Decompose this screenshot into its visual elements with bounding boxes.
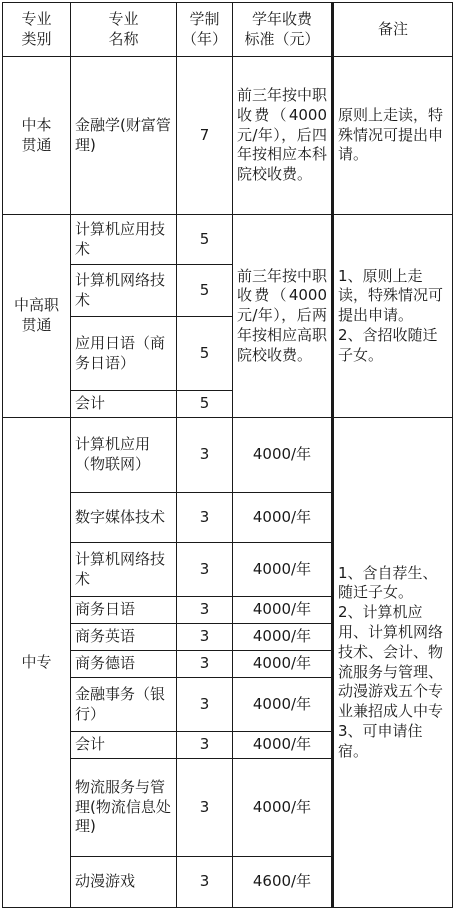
fee-cell: 4000/年 (233, 418, 333, 493)
fee-cell: 4000/年 (233, 543, 333, 597)
major-cell: 计算机应用技术 (71, 215, 177, 265)
fee-cell: 4000/年 (233, 732, 333, 759)
fee-cell: 4000/年 (233, 759, 333, 857)
years-cell: 3 (177, 732, 233, 759)
fee-cell: 前三年按中职收费（4000元/年），后四年按相应本科院校收费。 (233, 57, 333, 215)
years-cell: 3 (177, 651, 233, 678)
header-note-text: 备注 (377, 19, 408, 38)
header-fee-text: 学年收费 标准（元） (244, 9, 320, 48)
header-major-text: 专业 名称 (108, 9, 139, 48)
major-cell: 计算机网络技术 (71, 543, 177, 597)
major-cell: 应用日语（商务日语） (71, 317, 177, 391)
header-category-text: 专业 类别 (21, 9, 52, 48)
years-cell: 5 (177, 265, 233, 317)
years-cell: 5 (177, 215, 233, 265)
major-cell: 数字媒体技术 (71, 493, 177, 543)
header-row (3, 3, 453, 57)
fee-cell: 前三年按中职收费（4000元/年），后两年按相应高职院校收费。 (233, 215, 333, 418)
years-cell: 5 (177, 391, 233, 418)
note-cell: 原则上走读，特殊情况可提出申请。 (333, 57, 453, 215)
major-cell: 商务德语 (71, 651, 177, 678)
note-cell: 1、含自荐生、随迁子女。 2、计算机应用、计算机网络技术、会计、物流服务与管理、动漫游戏五个专业兼招成人中专 3、可申请住宿。 (333, 418, 453, 908)
major-cell: 金融事务（银行） (71, 678, 177, 732)
fee-cell: 4000/年 (233, 678, 333, 732)
major-cell: 物流服务与管理(物流信息处理) (71, 759, 177, 857)
table-row (3, 215, 453, 265)
header-fee (233, 3, 333, 57)
years-cell: 3 (177, 857, 233, 908)
fee-cell: 4000/年 (233, 493, 333, 543)
years-cell: 5 (177, 317, 233, 391)
fee-cell: 4600/年 (233, 857, 333, 908)
header-years-text: 学制 （年） (181, 9, 227, 48)
years-cell: 3 (177, 597, 233, 624)
fee-cell: 4000/年 (233, 651, 333, 678)
header-category (3, 3, 71, 57)
major-cell: 计算机应用（物联网） (71, 418, 177, 493)
header-note (333, 3, 453, 57)
category-text: 中高职 贯通 (13, 296, 59, 334)
enrollment-fee-table (2, 2, 453, 908)
table-row (3, 418, 453, 493)
table-row (3, 57, 453, 215)
years-cell: 3 (177, 543, 233, 597)
fee-cell: 4000/年 (233, 624, 333, 651)
major-cell: 金融学(财富管理) (71, 57, 177, 215)
major-cell: 商务日语 (71, 597, 177, 624)
major-cell: 商务英语 (71, 624, 177, 651)
years-cell: 3 (177, 678, 233, 732)
years-cell: 3 (177, 418, 233, 493)
years-cell: 3 (177, 759, 233, 857)
years-cell: 3 (177, 493, 233, 543)
major-cell: 会计 (71, 732, 177, 759)
category-cell (3, 57, 71, 215)
years-cell: 7 (177, 57, 233, 215)
years-cell: 3 (177, 624, 233, 651)
major-cell: 计算机网络技术 (71, 265, 177, 317)
category-cell (3, 215, 71, 418)
fee-cell: 4000/年 (233, 597, 333, 624)
note-cell: 1、原则上走读，特殊情况可提出申请。 2、含招收随迁子女。 (333, 215, 453, 418)
header-years (177, 3, 233, 57)
major-cell: 动漫游戏 (71, 857, 177, 908)
category-cell: 中专 (3, 418, 71, 908)
header-major (71, 3, 177, 57)
major-cell: 会计 (71, 391, 177, 418)
category-text: 中本 贯通 (21, 115, 52, 154)
